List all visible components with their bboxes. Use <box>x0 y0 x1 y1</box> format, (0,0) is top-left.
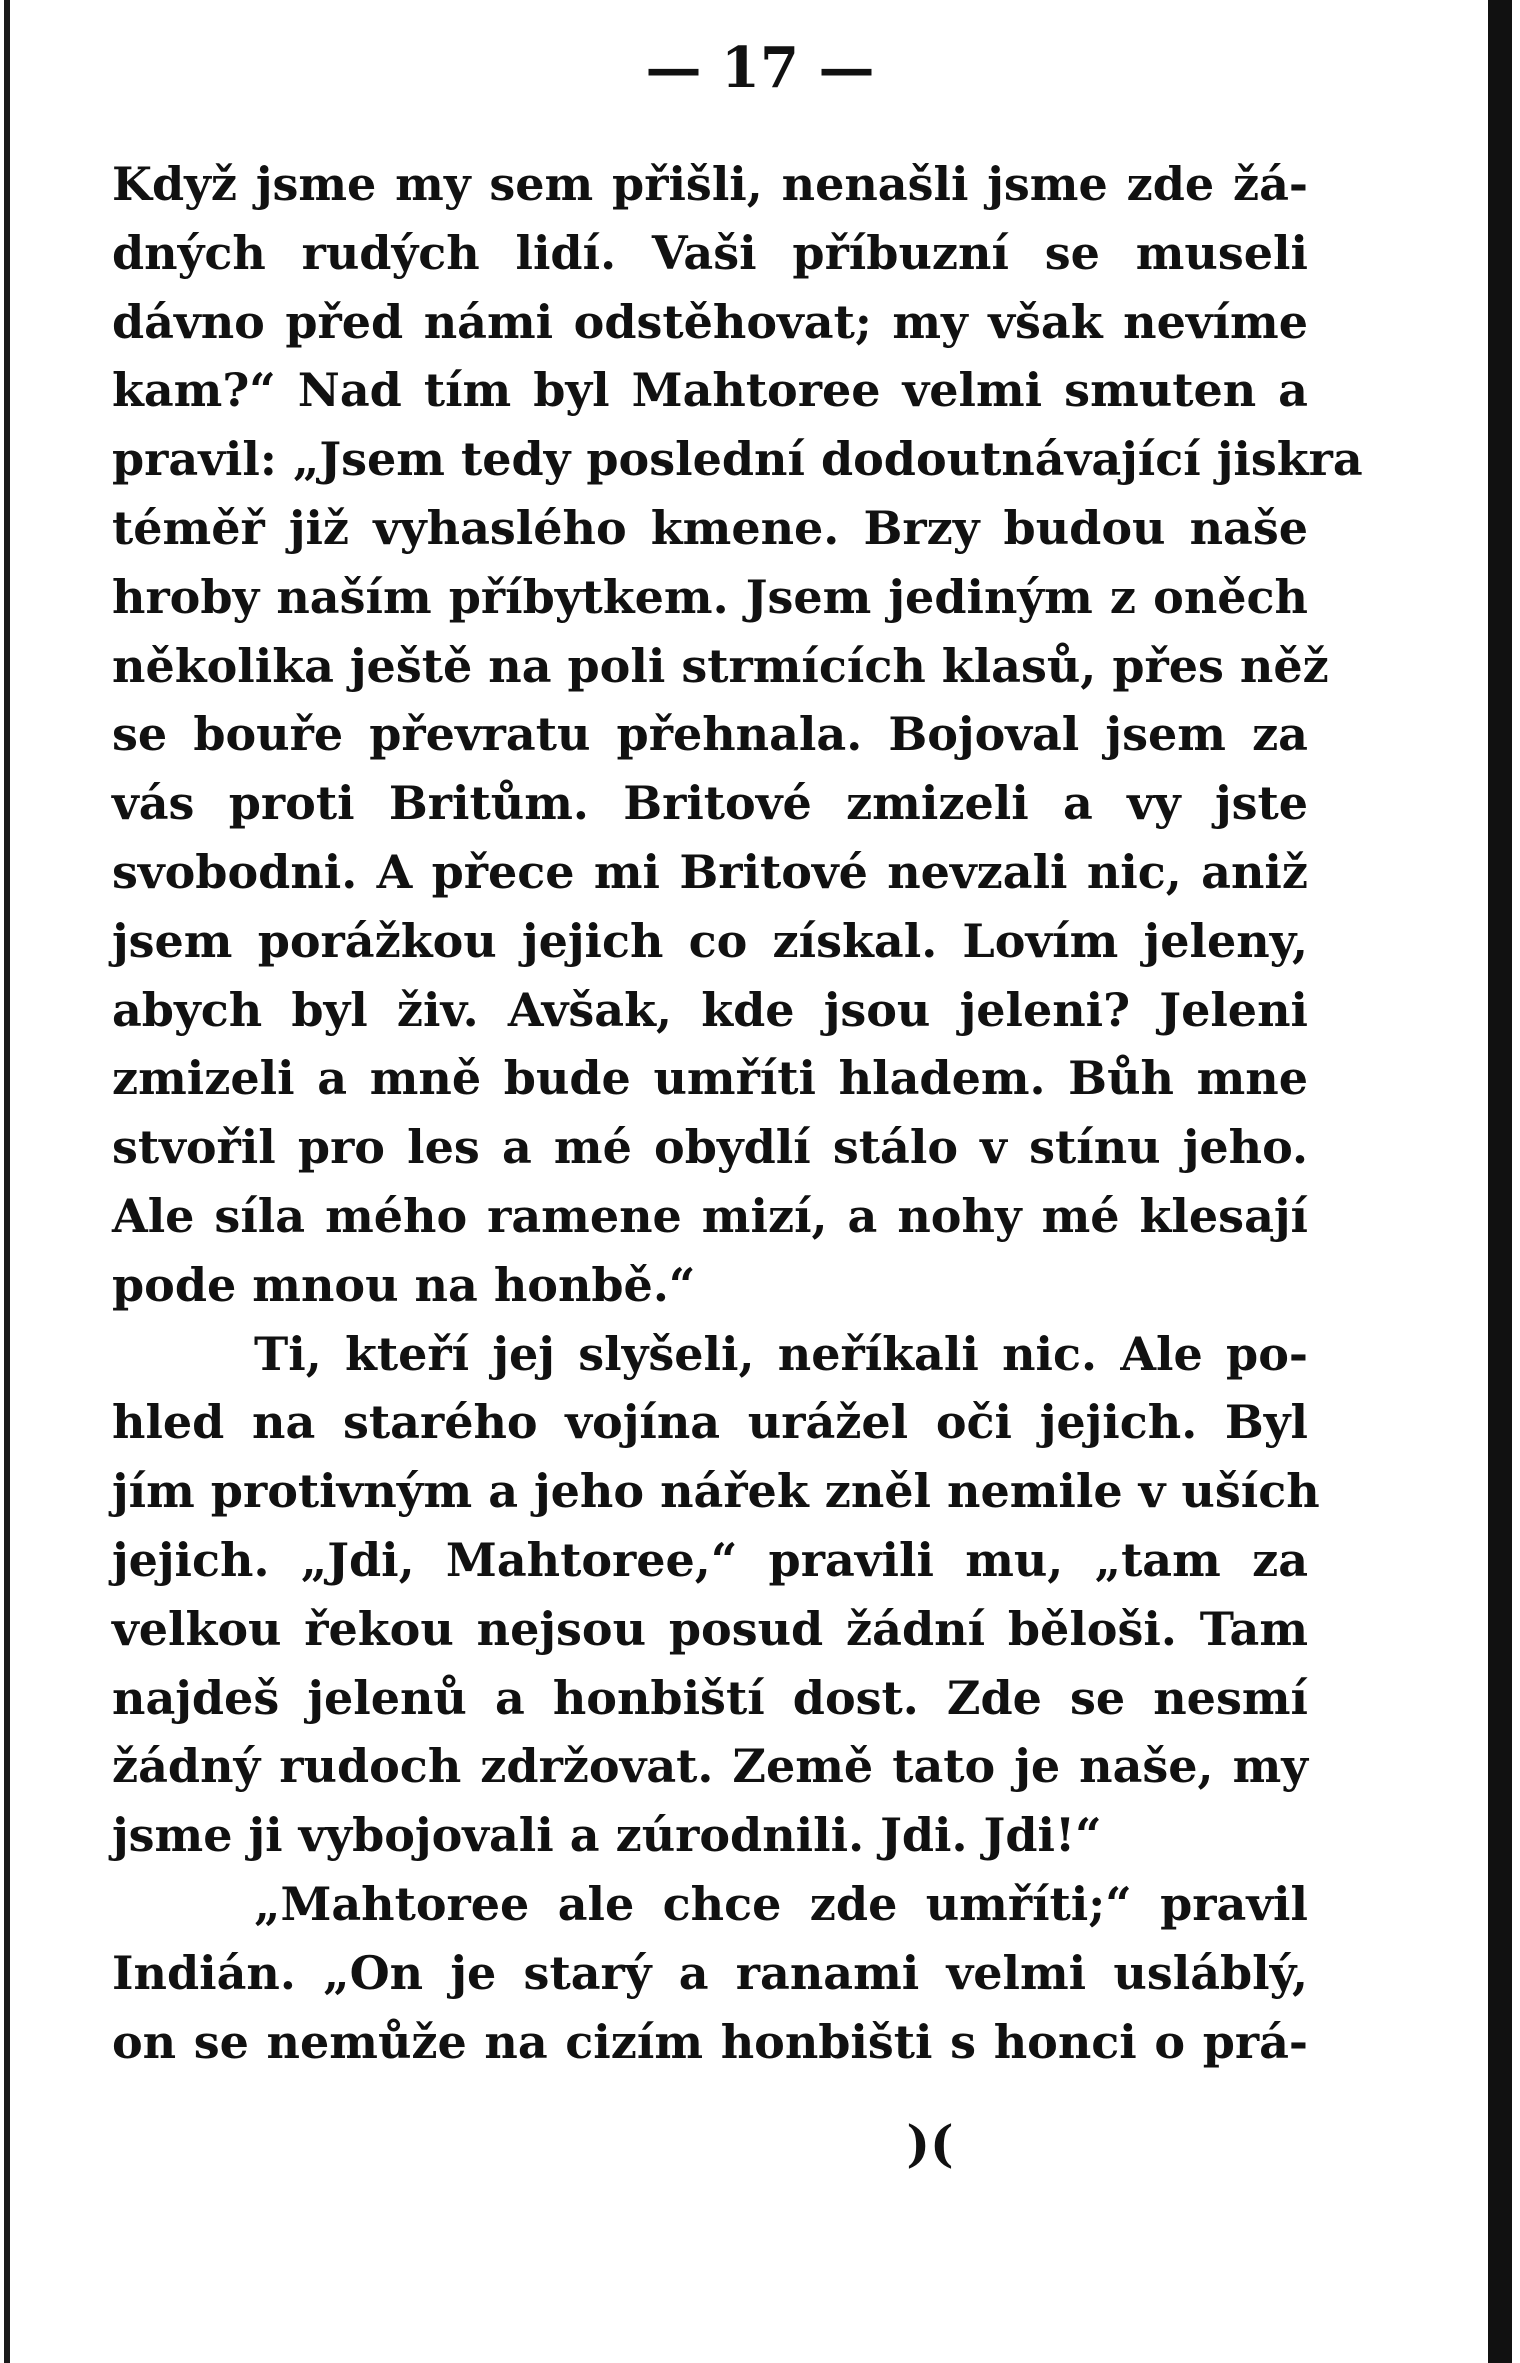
text-line: kam?“ Nad tím byl Mahtoree velmi smuten a <box>112 363 1308 418</box>
text-line: jím protivným a jeho nářek zněl nemile v uších <box>112 1464 1320 1519</box>
text-line: žádný rudoch zdržovat. Země tato je naše, my <box>112 1739 1308 1794</box>
text-line: několika ještě na poli strmících klasů, přes něž <box>112 638 1329 693</box>
text-line: dávno před námi odstěhovat; my však nevíme <box>112 294 1308 349</box>
text-line: dných rudých lidí. Vaši příbuzní se museli <box>112 225 1308 280</box>
left-page-edge <box>4 0 10 2363</box>
text-line: on se nemůže na cizím honbišti s honci o prá- <box>112 2014 1308 2069</box>
paragraph-end-line: pode mnou na honbě.“ <box>112 1257 696 1312</box>
text-line: jejich. „Jdi, Mahtoree,“ pravili mu, „tam za <box>112 1532 1308 1587</box>
text-line: se bouře převratu přehnala. Bojoval jsem za <box>112 707 1308 762</box>
text-line: abych byl živ. Avšak, kde jsou jeleni? Jeleni <box>112 982 1308 1037</box>
text-line: zmizeli a mně bude umříti hladem. Bůh mne <box>112 1051 1308 1106</box>
text-line: téměř již vyhaslého kmene. Brzy budou naše <box>112 500 1308 555</box>
signature-mark: )( <box>906 2114 954 2173</box>
page-number: — 17 — <box>645 35 875 101</box>
text-line: vás proti Britům. Britové zmizeli a vy jste <box>112 776 1308 831</box>
paragraph-start-line: „Mahtoree ale chce zde umříti;“ pravil <box>254 1876 1308 1931</box>
text-line: pravil: „Jsem tedy poslední dodoutnávající jiskra <box>112 432 1363 487</box>
text-line: Když jsme my sem přišli, nenašli jsme zde žá- <box>112 157 1308 211</box>
text-line: Ale síla mého ramene mizí, a nohy mé klesají <box>112 1188 1308 1243</box>
text-line: Indián. „On je starý a ranami velmi usláblý, <box>112 1945 1308 2000</box>
text-line: svobodni. A přece mi Britové nevzali nic, aniž <box>112 844 1308 899</box>
paragraph-end-line: jsme ji vybojovali a zúrodnili. Jdi. Jdi!“ <box>112 1808 1102 1863</box>
paragraph-start-line: Ti, kteří jej slyšeli, neříkali nic. Ale po- <box>254 1326 1308 1381</box>
body-text <box>112 150 1363 2076</box>
text-line: stvořil pro les a mé obydlí stálo v stínu jeho. <box>112 1120 1308 1175</box>
right-page-edge <box>1488 0 1512 2363</box>
text-line: hroby naším příbytkem. Jsem jediným z oněch <box>112 569 1308 624</box>
text-line: najdeš jelenů a honbiští dost. Zde se nesmí <box>112 1670 1308 1725</box>
text-line: velkou řekou nejsou posud žádní běloši. Tam <box>112 1601 1308 1656</box>
text-line: hled na starého vojína urážel oči jejich. Byl <box>112 1395 1308 1450</box>
text-line: jsem porážkou jejich co získal. Lovím jeleny, <box>112 913 1308 968</box>
